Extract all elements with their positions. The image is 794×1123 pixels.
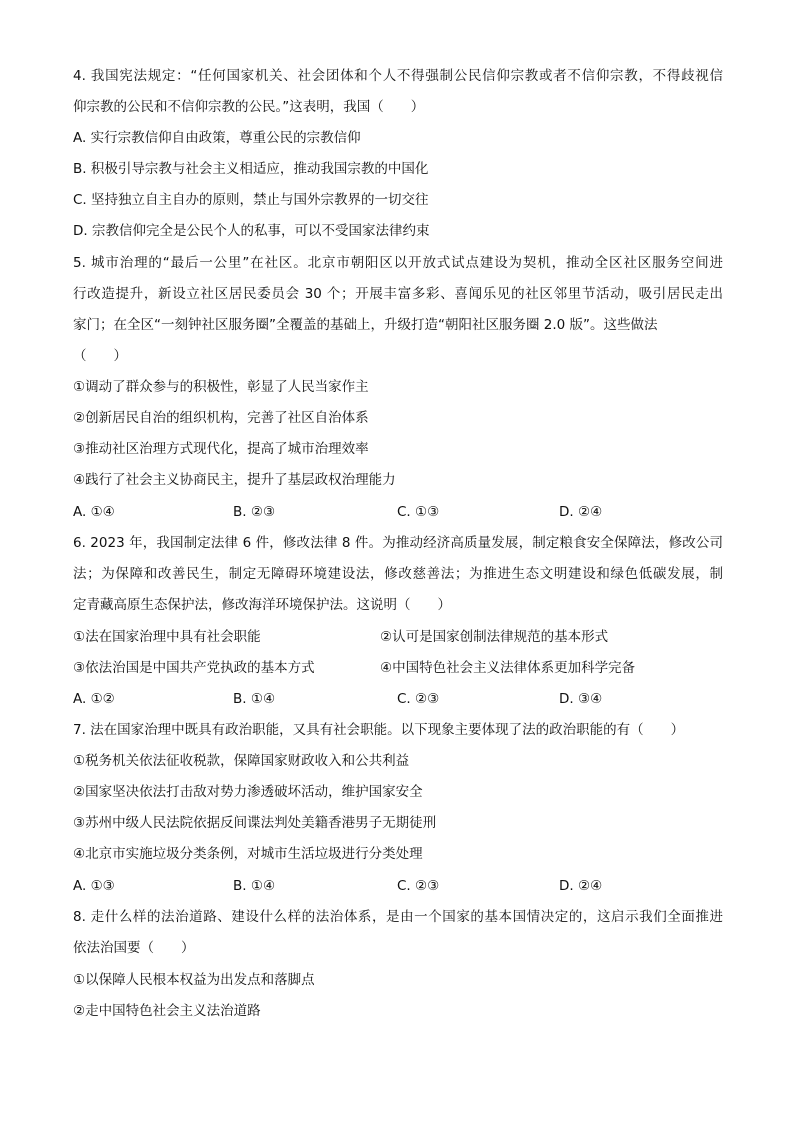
q6-items-row-1 [73,627,723,647]
q5-choices [73,502,723,522]
q4-option-c: C. 坚持独立自主自办的原则，禁止与国外宗教界的一切交往 [73,192,429,208]
q7-item-4: ④北京市实施垃圾分类条例，对城市生活垃圾进行分类处理 [73,846,423,862]
q6-item-2: ②认可是国家创制法律规范的基本形式 [380,629,609,645]
q4-stem-line-2: 仰宗教的公民和不信仰宗教的公民。”这表明，我国（ ） [73,99,425,115]
q5-choice-d: D. ②④ [559,504,603,520]
q5-stem-line-2: 行改造提升，新设立社区居民委员会 30 个；开展丰富多彩、喜闻乐见的社区邻里节活动，吸引居民走出 [73,286,723,302]
q7-choice-c: C. ②③ [397,878,440,894]
q4-option-d: D. 宗教信仰完全是公民个人的私事，可以不受国家法律约束 [73,223,430,239]
q4-option-a: A. 实行宗教信仰自由政策，尊重公民的宗教信仰 [73,130,361,146]
q5-item-2: ②创新居民自治的组织机构，完善了社区自治体系 [73,410,369,426]
q8-stem-line-2: 依法治国要（ ） [73,940,195,956]
q5-stem-line-1: 5. 城市治理的“最后一公里”在社区。北京市朝阳区以开放式试点建设为契机，推动全区社区服务空间进 [73,255,723,271]
q7-item-3: ③苏州中级人民法院依据反间谍法判处美籍香港男子无期徒刑 [73,815,437,831]
q5-choice-a: A. ①④ [73,504,115,520]
q5-stem-line-3: 家门；在全区“一刻钟社区服务圈”全覆盖的基础上，升级打造“朝阳社区服务圈 2.0 版”。这些做法 [73,317,658,333]
q6-item-3: ③依法治国是中国共产党执政的基本方式 [73,660,315,676]
q6-stem-line-2: 法；为保障和改善民生，制定无障碍环境建设法，修改慈善法；为推进生态文明建设和绿色低碳发展，制 [73,566,723,582]
q6-items-row-2 [73,658,723,678]
q6-item-4: ④中国特色社会主义法律体系更加科学完备 [380,660,636,676]
q5-choice-b: B. ②③ [233,504,276,520]
q7-choice-d: D. ②④ [559,878,603,894]
q7-item-2: ②国家坚决依法打击敌对势力渗透破坏活动，维护国家安全 [73,784,423,800]
q5-item-3: ③推动社区治理方式现代化，提高了城市治理效率 [73,441,369,457]
q6-choice-a: A. ①② [73,691,115,707]
q7-choices [73,876,723,896]
q8-stem-line-1: 8. 走什么样的法治道路、建设什么样的法治体系，是由一个国家的基本国情决定的，这启示我们全面推进 [73,909,723,925]
q6-stem-line-3: 定青藏高原生态保护法，修改海洋环境保护法。这说明（ ） [73,597,451,613]
q5-item-4: ④践行了社会主义协商民主，提升了基层政权治理能力 [73,472,396,488]
q6-choice-b: B. ①④ [233,691,276,707]
q6-choice-c: C. ②③ [397,691,440,707]
q6-stem-line-1: 6. 2023 年，我国制定法律 6 件，修改法律 8 件。为推动经济高质量发展，制定粮食安全保障法，修改公司 [73,535,723,551]
q7-stem-line-1: 7. 法在国家治理中既具有政治职能，又具有社会职能。以下现象主要体现了法的政治职能的有（ ） [73,722,685,738]
q5-stem-line-4: （ ） [73,348,127,364]
q6-item-1: ①法在国家治理中具有社会职能 [73,629,261,645]
q5-choice-c: C. ①③ [397,504,440,520]
q6-choices [73,689,723,709]
q6-choice-d: D. ③④ [559,691,603,707]
q8-item-2: ②走中国特色社会主义法治道路 [73,1003,261,1019]
q5-item-1: ①调动了群众参与的积极性，彰显了人民当家作主 [73,379,369,395]
q7-item-1: ①税务机关依法征收税款，保障国家财政收入和公共利益 [73,753,410,769]
q7-choice-a: A. ①③ [73,878,115,894]
q4-option-b: B. 积极引导宗教与社会主义相适应，推动我国宗教的中国化 [73,161,429,177]
q7-choice-b: B. ①④ [233,878,276,894]
q8-item-1: ①以保障人民根本权益为出发点和落脚点 [73,972,315,988]
q4-stem-line-1: 4. 我国宪法规定：“任何国家机关、社会团体和个人不得强制公民信仰宗教或者不信仰宗教，不得歧视信 [73,68,723,84]
